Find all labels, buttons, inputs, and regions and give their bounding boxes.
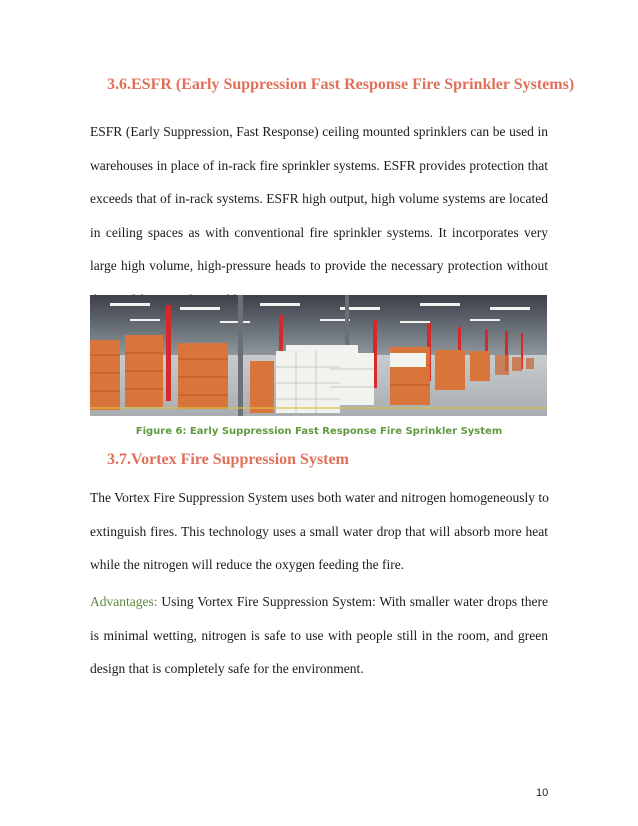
paragraph-line — [90, 585, 548, 619]
warehouse-illustration — [90, 295, 547, 416]
paragraph-line: while the nitrogen will reduce the oxygen feeding the fire. — [90, 557, 405, 572]
vortex-paragraph — [90, 481, 548, 582]
advantages-paragraph — [90, 585, 548, 686]
advantages-text: Using Vortex Fire Suppression System: With smaller water drops there — [157, 594, 548, 609]
paragraph-line: design that is completely safe for the environment. — [90, 661, 364, 676]
paragraph-line: ESFR (Early Suppression, Fast Response) ceiling mounted sprinklers can be used in — [90, 124, 548, 139]
paragraph-line: large high volume, high-pressure heads to provide the necessary protection without — [90, 258, 548, 273]
figure-caption: Figure 6: Early Suppression Fast Response Fire Sprinkler System — [135, 426, 503, 437]
esfr-paragraph — [90, 115, 548, 316]
advantages-label: Advantages: — [90, 594, 158, 609]
paragraph-line: is minimal wetting, nitrogen is safe to use with people still in the room, and green — [90, 627, 548, 643]
section-heading-esfr: 3.6.ESFR (Early Suppression Fast Response Fire Sprinkler Systems) — [107, 76, 575, 93]
paragraph-line: in ceiling spaces as with conventional fire sprinkler systems. It incorporates very — [90, 224, 548, 240]
section-heading-vortex: 3.7.Vortex Fire Suppression System — [107, 451, 349, 468]
warehouse-photo — [90, 295, 547, 416]
page-number: 10 — [536, 787, 549, 799]
paragraph-line: warehouses in place of in-rack fire sprinkler systems. ESFR provides protection that — [90, 157, 548, 173]
paragraph-line: exceeds that of in-rack systems. ESFR high output, high volume systems are located — [90, 191, 548, 206]
paragraph-line: The Vortex Fire Suppression System uses both water and nitrogen homogeneously to — [90, 490, 549, 505]
paragraph-line: extinguish fires. This technology uses a small water drop that will absorb more heat — [90, 523, 548, 539]
